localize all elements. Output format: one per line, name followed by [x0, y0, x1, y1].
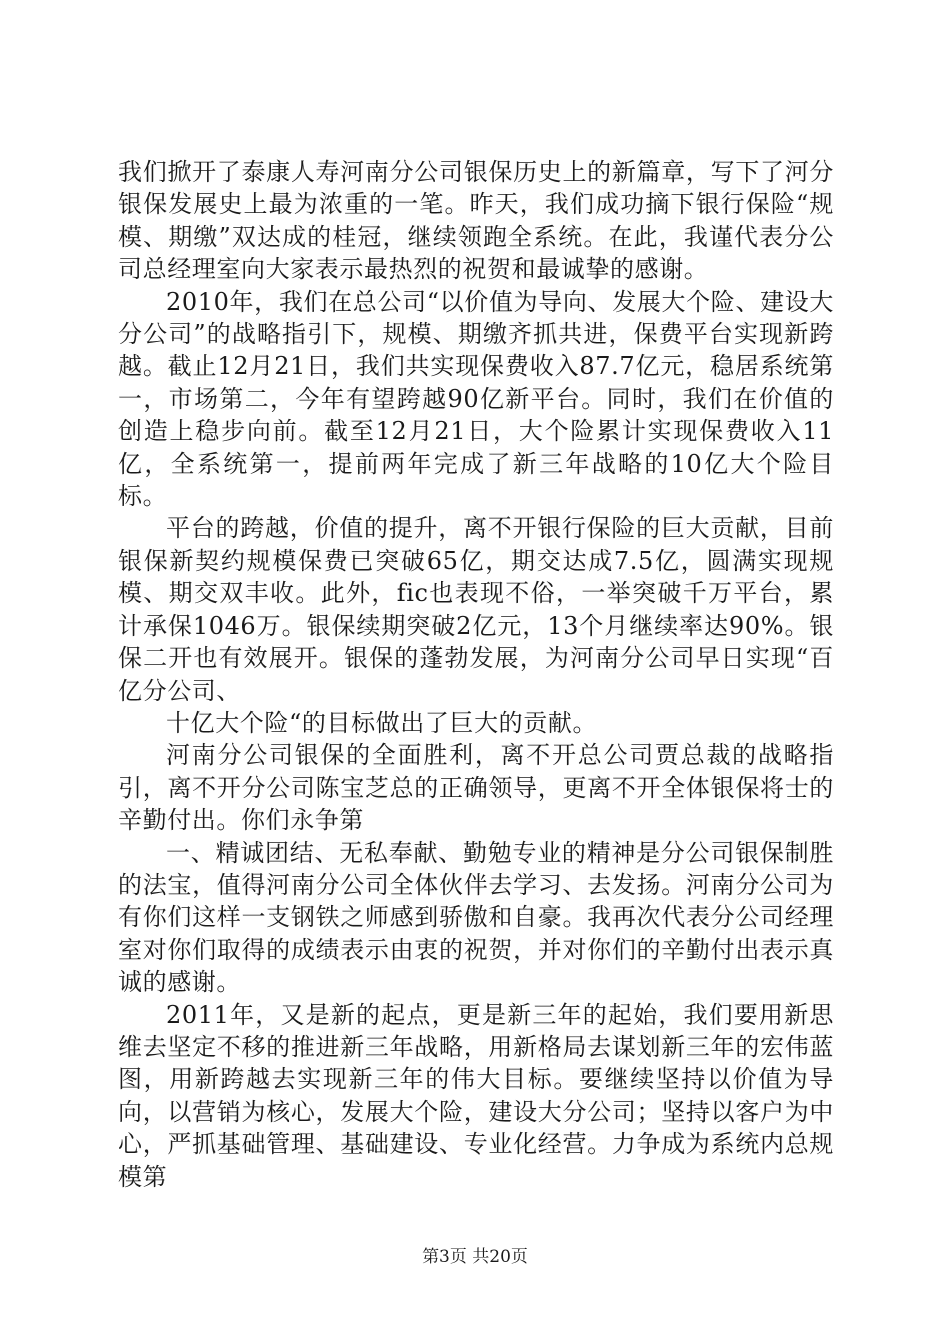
- paragraph-5: 河南分公司银保的全面胜利，离不开总公司贾总裁的战略指引，离不开分公司陈宝芝总的正确领导，更离不开全体银保将士的辛勤付出。你们永争第: [118, 741, 834, 835]
- paragraph-1: 我们掀开了泰康人寿河南分公司银保历史上的新篇章，写下了河分银保发展史上最为浓重的一笔。昨天，我们成功摘下银行保险“规模、期缴”双达成的桂冠，继续领跑全系统。在此，我谨代表分公司总经理室向大家表示最热烈的祝贺和最诚挚的感谢。: [118, 158, 834, 284]
- paragraph-4: 十亿大个险“的目标做出了巨大的贡献。: [166, 708, 598, 737]
- paragraph-7: 2011年，又是新的起点，更是新三年的起始，我们要用新思维去坚定不移的推进新三年战略，用新格局去谋划新三年的宏伟蓝图，用新跨越去实现新三年的伟大目标。要继续坚持以价值为导向，以营销为核心，发展大个险，建设大分公司；坚持以客户为中心，严抓基础管理、基础建设、专业化经营。力争成为系统内总规模第: [118, 1000, 834, 1191]
- paragraph-2: 2010年，我们在总公司“以价值为导向、发展大个险、建设大分公司”的战略指引下，规模、期缴齐抓共进，保费平台实现新跨越。截止12月21日，我们共实现保费收入87.7亿元，稳居系统第一，市场第二，今年有望跨越90亿新平台。同时，我们在价值的创造上稳步向前。截至12月21日，大个险累计实现保费收入11亿，全系统第一，提前两年完成了新三年战略的10亿大个险目标。: [118, 287, 834, 511]
- page-footer: 第3页 共20页: [422, 1247, 528, 1267]
- paragraph-3: 平台的跨越，价值的提升，离不开银行保险的巨大贡献，目前银保新契约规模保费已突破65亿，期交达成7.5亿，圆满实现规模、期交双丰收。此外，fic也表现不俗，一举突破千万平台，累计承保1046万。银保续期突破2亿元，13个月继续率达90%。银保二开也有效展开。银保的蓬勃发展，为河南分公司早日实现“百亿分公司、: [118, 514, 834, 705]
- document-body: [118, 156, 834, 1193]
- paragraph-6: 一、精诚团结、无私奉献、勤勉专业的精神是分公司银保制胜的法宝，值得河南分公司全体伙伴去学习、去发扬。河南分公司为有你们这样一支钢铁之师感到骄傲和自豪。我再次代表分公司经理室对你们取得的成绩表示由衷的祝贺，并对你们的辛勤付出表示真诚的感谢。: [118, 838, 834, 997]
